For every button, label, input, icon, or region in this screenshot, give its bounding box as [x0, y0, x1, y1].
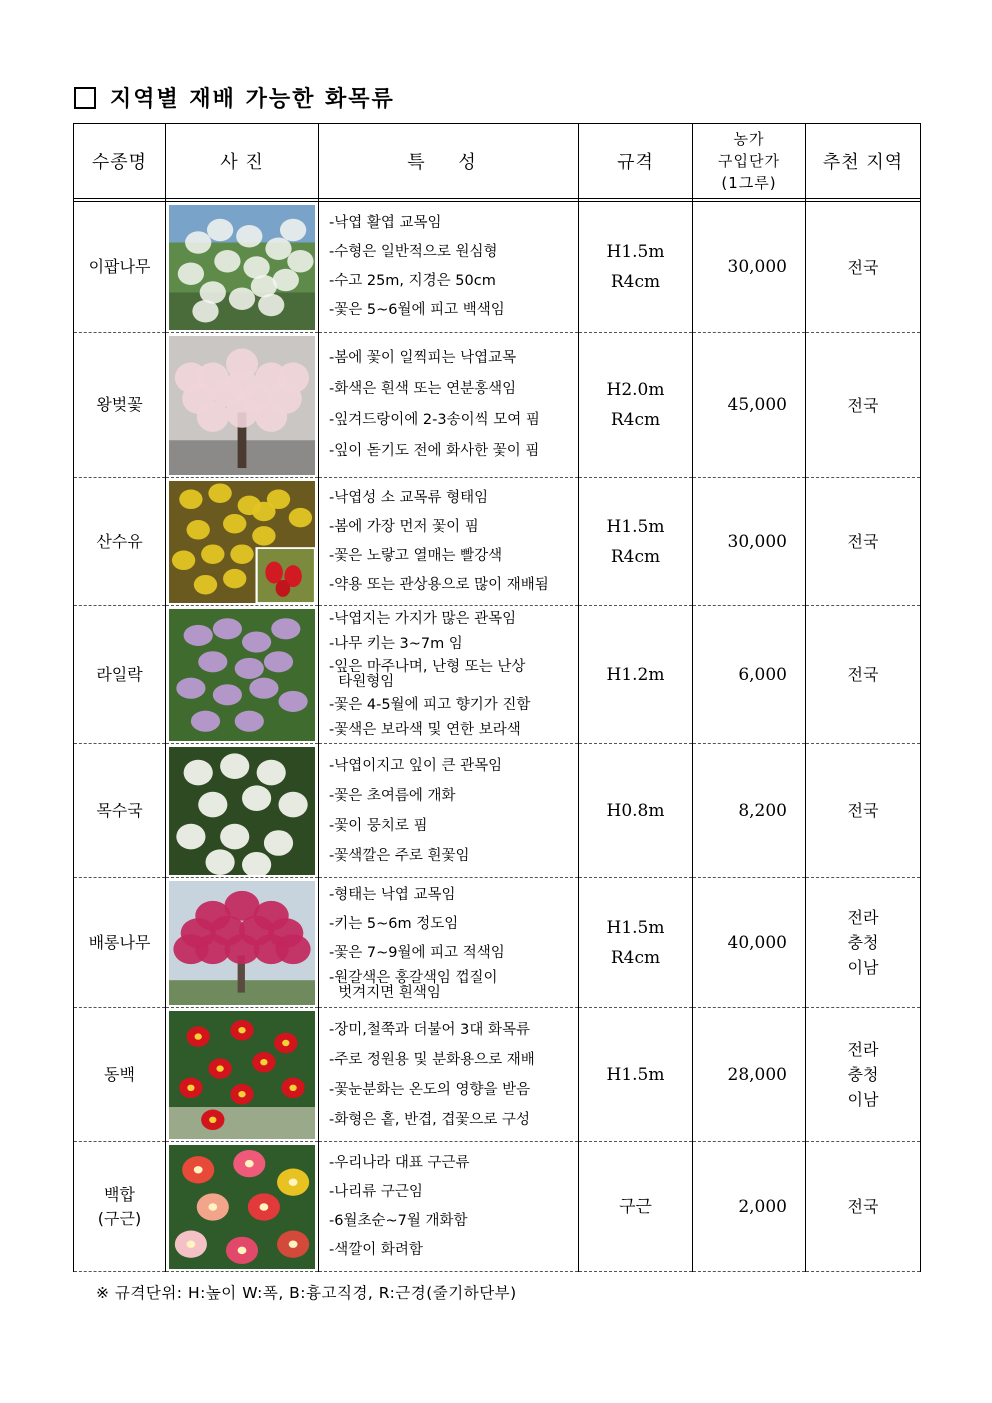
table-row [74, 878, 921, 1008]
table-row [74, 333, 921, 478]
region-value: 전국 [847, 257, 879, 277]
region-cell [806, 1008, 921, 1142]
header-price-line3: (1그루) [721, 174, 777, 192]
feature-item: -꽃은 초여름에 개화 [329, 787, 456, 804]
features-cell [319, 1142, 579, 1272]
feature-item: -화형은 홑, 반겹, 겹꽃으로 구성 [329, 1111, 530, 1128]
features-cell [319, 478, 579, 606]
region-value: 전라 [847, 908, 879, 927]
features-cell [319, 606, 579, 744]
spec-value: R4cm [610, 947, 661, 968]
feature-item: -낙엽 활엽 교목임 [329, 215, 442, 231]
region-value: 전라 [847, 1040, 879, 1059]
lilac-flower-photo [169, 609, 315, 741]
region-value: 충청 [847, 1065, 879, 1084]
price-value: 30,000 [693, 202, 806, 333]
spec-cell [579, 1142, 693, 1272]
yellow-flower-red-berry-photo [169, 481, 315, 603]
white-flowering-tree-photo [169, 205, 315, 330]
species-name: 목수국 [74, 744, 166, 878]
features-list [329, 1149, 572, 1265]
feature-item: -꽃이 뭉치로 핌 [329, 817, 428, 834]
feature-item: -나리류 구근임 [329, 1183, 423, 1200]
species-name: 배롱나무 [74, 878, 166, 1008]
feature-item: -우리나라 대표 구근류 [329, 1154, 470, 1171]
region-cell [806, 333, 921, 478]
table-row [74, 202, 921, 333]
feature-item: -형태는 낙엽 교목임 [329, 887, 456, 903]
features-list [329, 343, 572, 467]
unit-note: ※ 규격단위: H:높이 W:폭, B:흉고직경, R:근경(줄기하단부) [96, 1284, 517, 1302]
feature-item: -원갈색은 홍갈색임 껍질이 벗겨지면 흰색임 [329, 970, 498, 1001]
species-name: 이팝나무 [74, 202, 166, 333]
region-value: 전국 [847, 665, 879, 684]
spec-value: R4cm [610, 272, 661, 292]
region-cell [806, 202, 921, 333]
spec-value: H1.5m [606, 242, 665, 262]
features-list [329, 484, 572, 600]
table-row [74, 1142, 921, 1272]
feature-item: -잎은 마주나며, 난형 또는 난상 타원형임 [329, 658, 526, 690]
spec-value: H1.5m [606, 917, 665, 938]
spec-value: H1.2m [606, 664, 665, 685]
feature-item: -꽃은 7~9월에 피고 적색임 [329, 945, 505, 961]
features-cell [319, 744, 579, 878]
photo-cell [166, 478, 319, 606]
features-cell [319, 1008, 579, 1142]
features-list [329, 881, 572, 1001]
spec-value: H1.5m [606, 1064, 665, 1085]
region-value: 전국 [847, 532, 879, 551]
price-value: 45,000 [693, 333, 806, 478]
feature-item: -꽃색깔은 주로 흰꽃임 [329, 847, 470, 864]
spec-cell [579, 478, 693, 606]
photo-cell [166, 744, 319, 878]
feature-item: -6월초순~7월 개화함 [329, 1212, 468, 1229]
features-cell [319, 202, 579, 333]
photo-cell [166, 878, 319, 1008]
header-price-line1: 농가 [733, 130, 765, 148]
feature-item: -수형은 일반적으로 원심형 [329, 244, 498, 260]
header-price-line2: 구입단가 [718, 152, 780, 170]
feature-item: -봄에 가장 먼저 꽃이 핌 [329, 518, 479, 535]
header-spec: 규격 [579, 124, 693, 199]
header-price [693, 124, 806, 199]
region-cell [806, 878, 921, 1008]
price-value: 6,000 [693, 606, 806, 744]
feature-item: -주로 정원용 및 분화용으로 재배 [329, 1051, 535, 1068]
price-value: 8,200 [693, 744, 806, 878]
spec-value: H2.0m [606, 380, 665, 400]
feature-item: -꽃색은 보라색 및 연한 보라색 [329, 721, 521, 738]
spec-value: H1.5m [606, 516, 665, 537]
region-value: 전국 [847, 1197, 879, 1216]
species-name: 왕벚꽃 [74, 333, 166, 478]
feature-item: -낙엽성 소 교목류 형태임 [329, 489, 489, 506]
photo-cell [166, 606, 319, 744]
features-list [329, 607, 572, 743]
region-cell [806, 1142, 921, 1272]
tree-table [73, 123, 921, 1272]
spec-cell [579, 744, 693, 878]
feature-item: -색깔이 화려함 [329, 1241, 423, 1258]
header-name: 수종명 [74, 124, 166, 199]
features-list [329, 751, 572, 871]
feature-item: -낙엽이지고 잎이 큰 관목임 [329, 757, 503, 774]
header-features: 특 성 [319, 124, 579, 199]
region-cell [806, 606, 921, 744]
section-title [74, 82, 395, 113]
photo-cell [166, 202, 319, 333]
lily-flowers-photo [169, 1145, 315, 1269]
cherry-blossom-tree-photo [169, 336, 315, 475]
species-name: 백합 (구근) [74, 1142, 166, 1272]
features-cell [319, 333, 579, 478]
spec-value: R4cm [610, 410, 661, 430]
species-name: 산수유 [74, 478, 166, 606]
spec-value: 구근 [619, 1196, 652, 1217]
feature-item: -잎이 돋기도 전에 화사한 꽃이 핌 [329, 443, 540, 459]
spec-cell [579, 333, 693, 478]
region-value: 전국 [847, 801, 879, 820]
feature-item: -약용 또는 관상용으로 많이 재배됨 [329, 576, 549, 593]
table-row [74, 1008, 921, 1142]
species-name: 동백 [74, 1008, 166, 1142]
price-value: 40,000 [693, 878, 806, 1008]
checkbox-square-icon [74, 87, 96, 109]
spec-cell [579, 1008, 693, 1142]
feature-item: -장미,철쭉과 더불어 3대 화목류 [329, 1021, 530, 1038]
photo-cell [166, 333, 319, 478]
white-hydrangea-photo [169, 747, 315, 875]
feature-item: -꽃눈분화는 온도의 영향을 받음 [329, 1081, 531, 1098]
header-row [74, 124, 921, 199]
title-text: 지역별 재배 가능한 화목류 [110, 87, 395, 112]
feature-item: -낙엽지는 가지가 많은 관목임 [329, 610, 517, 627]
spec-cell [579, 878, 693, 1008]
region-value: 전국 [847, 395, 879, 415]
features-list [329, 1015, 572, 1135]
features-list [329, 209, 572, 325]
spec-cell [579, 606, 693, 744]
region-value: 이남 [847, 1090, 879, 1109]
region-value: 이남 [847, 958, 879, 977]
region-value: 충청 [847, 933, 879, 952]
features-cell [319, 878, 579, 1008]
spec-cell [579, 202, 693, 333]
table-row [74, 478, 921, 606]
red-camellia-photo [169, 1011, 315, 1139]
feature-item: -꽃은 4-5월에 피고 향기가 진함 [329, 696, 531, 713]
header-region: 추천 지역 [806, 124, 921, 199]
spec-value: H0.8m [606, 800, 665, 821]
feature-item: -수고 25m, 지경은 50cm [329, 273, 496, 289]
table-row [74, 744, 921, 878]
header-photo: 사 진 [166, 124, 319, 199]
feature-item: -꽃은 5~6월에 피고 백색임 [329, 302, 505, 318]
photo-cell [166, 1008, 319, 1142]
table-row [74, 606, 921, 744]
feature-item: -화색은 흰색 또는 연분홍색임 [329, 381, 517, 397]
feature-item: -잎겨드랑이에 2-3송이씩 모여 핌 [329, 412, 540, 428]
feature-item: -키는 5~6m 정도임 [329, 916, 459, 932]
crape-myrtle-tree-photo [169, 881, 315, 1005]
region-cell [806, 478, 921, 606]
feature-item: -꽃은 노랗고 열매는 빨강색 [329, 547, 503, 564]
region-cell [806, 744, 921, 878]
spec-value: R4cm [610, 546, 661, 567]
species-name: 라일락 [74, 606, 166, 744]
price-value: 28,000 [693, 1008, 806, 1142]
feature-item: -나무 키는 3~7m 임 [329, 635, 463, 652]
price-value: 2,000 [693, 1142, 806, 1272]
price-value: 30,000 [693, 478, 806, 606]
photo-cell [166, 1142, 319, 1272]
feature-item: -봄에 꽃이 일찍피는 낙엽교목 [329, 350, 517, 366]
